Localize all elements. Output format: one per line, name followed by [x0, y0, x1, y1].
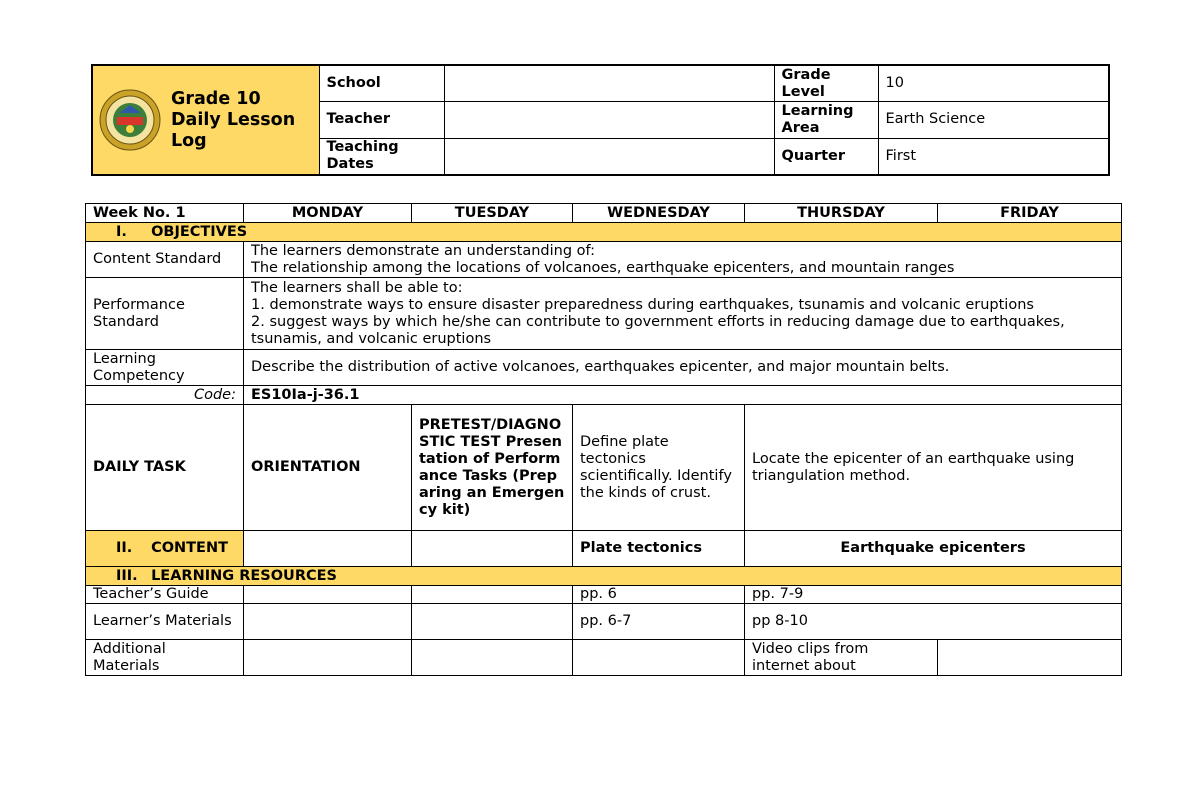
- content-thursday-friday: Earthquake epicenters: [745, 531, 1122, 567]
- resource-row: [86, 586, 1122, 604]
- objectives-title: OBJECTIVES: [151, 223, 248, 240]
- daily-task-row: [86, 405, 1122, 531]
- resource-wednesday: [573, 640, 745, 676]
- performance-standard-label: Performance Standard: [86, 278, 244, 350]
- performance-standard-line-3: 2. suggest ways by which he/she can contribute to government efforts in reducing damage due to earthquakes, tsunamis, and volcanic eruptions: [251, 313, 1065, 347]
- day-monday: MONDAY: [244, 204, 412, 223]
- school-value: [444, 65, 774, 102]
- day-thursday: THURSDAY: [745, 204, 938, 223]
- objectives-num: I.: [116, 223, 127, 240]
- objectives-heading: [86, 223, 1122, 242]
- content-section-row: [86, 531, 1122, 567]
- title-line-3: Log: [171, 130, 207, 151]
- content-wednesday: Plate tectonics: [573, 531, 745, 567]
- teacher-label: Teacher: [319, 102, 444, 139]
- teaching-dates-value: [444, 138, 774, 175]
- learning-competency-label: Learning Competency: [86, 350, 244, 386]
- title-line-1: Grade 10: [171, 88, 261, 109]
- resource-label: Teacher’s Guide: [86, 586, 244, 604]
- performance-standard-line-2: 1. demonstrate ways to ensure disaster preparedness during earthquakes, tsunamis and volcanic eruptions: [251, 296, 1034, 313]
- resource-thursday: pp 8-10: [745, 604, 1122, 640]
- resource-tuesday: [412, 586, 573, 604]
- content-title: CONTENT: [151, 540, 228, 556]
- content-num: II.: [116, 540, 133, 556]
- teacher-value: [444, 102, 774, 139]
- learning-competency-text: Describe the distribution of active volcanoes, earthquakes epicenter, and major mountain belts.: [244, 350, 1122, 386]
- content-heading: [86, 531, 244, 567]
- day-wednesday: WEDNESDAY: [573, 204, 745, 223]
- daily-task-tuesday: PRETEST/DIAGNOSTIC TEST Presentation of Performance Tasks (Preparing an Emergency kit): [412, 405, 573, 531]
- daily-task-label: DAILY TASK: [86, 405, 244, 531]
- day-friday: FRIDAY: [938, 204, 1122, 223]
- week-row: [86, 204, 1122, 223]
- grade-level-value: 10: [878, 65, 1109, 102]
- daily-task-monday: ORIENTATION: [244, 405, 412, 531]
- code-row: [86, 386, 1122, 405]
- resource-thursday: pp. 7-9: [745, 586, 1122, 604]
- resource-wednesday: pp. 6-7: [573, 604, 745, 640]
- resource-thursday: Video clips from internet about: [745, 640, 938, 676]
- objectives-section-row: [86, 223, 1122, 242]
- quarter-label: Quarter: [774, 138, 878, 175]
- title-line-2: Daily Lesson: [171, 109, 296, 130]
- performance-standard-row: [86, 278, 1122, 350]
- resource-row: [86, 604, 1122, 640]
- resource-monday: [244, 604, 412, 640]
- daily-task-wednesday: Define plate tectonics scientifically. Identify the kinds of crust.: [573, 405, 745, 531]
- content-standard-row: [86, 242, 1122, 278]
- lesson-log-table: [85, 203, 1122, 676]
- resource-row: [86, 640, 1122, 676]
- resource-friday: [938, 640, 1122, 676]
- resource-wednesday: pp. 6: [573, 586, 745, 604]
- resources-num: III.: [116, 567, 138, 584]
- resource-tuesday: [412, 640, 573, 676]
- day-tuesday: TUESDAY: [412, 204, 573, 223]
- resource-label: Learner’s Materials: [86, 604, 244, 640]
- performance-standard-text: [244, 278, 1122, 350]
- resource-label: Additional Materials: [86, 640, 244, 676]
- learning-competency-row: [86, 350, 1122, 386]
- deped-seal-icon: [99, 89, 161, 151]
- header-table: [91, 64, 1110, 176]
- title-cell: [92, 65, 319, 175]
- content-standard-line-2: The relationship among the locations of volcanoes, earthquake epicenters, and mountain ranges: [251, 259, 955, 276]
- resources-heading: [86, 567, 1122, 586]
- content-monday: [244, 531, 412, 567]
- quarter-value: First: [878, 138, 1109, 175]
- resources-title: LEARNING RESOURCES: [151, 567, 337, 584]
- content-tuesday: [412, 531, 573, 567]
- performance-standard-line-1: The learners shall be able to:: [251, 279, 463, 296]
- resource-tuesday: [412, 604, 573, 640]
- learning-area-value: Earth Science: [878, 102, 1109, 139]
- code-label: Code:: [86, 386, 244, 405]
- week-label: Week No. 1: [86, 204, 244, 223]
- resources-section-row: [86, 567, 1122, 586]
- school-label: School: [319, 65, 444, 102]
- grade-level-label: Grade Level: [774, 65, 878, 102]
- daily-task-thursday-friday: Locate the epicenter of an earthquake using triangulation method.: [745, 405, 1122, 531]
- resource-monday: [244, 640, 412, 676]
- code-value: ES10Ia-j-36.1: [244, 386, 1122, 405]
- learning-area-label: Learning Area: [774, 102, 878, 139]
- resource-monday: [244, 586, 412, 604]
- teaching-dates-label: Teaching Dates: [319, 138, 444, 175]
- content-standard-text: [244, 242, 1122, 278]
- content-standard-line-1: The learners demonstrate an understanding of:: [251, 242, 596, 259]
- content-standard-label: Content Standard: [86, 242, 244, 278]
